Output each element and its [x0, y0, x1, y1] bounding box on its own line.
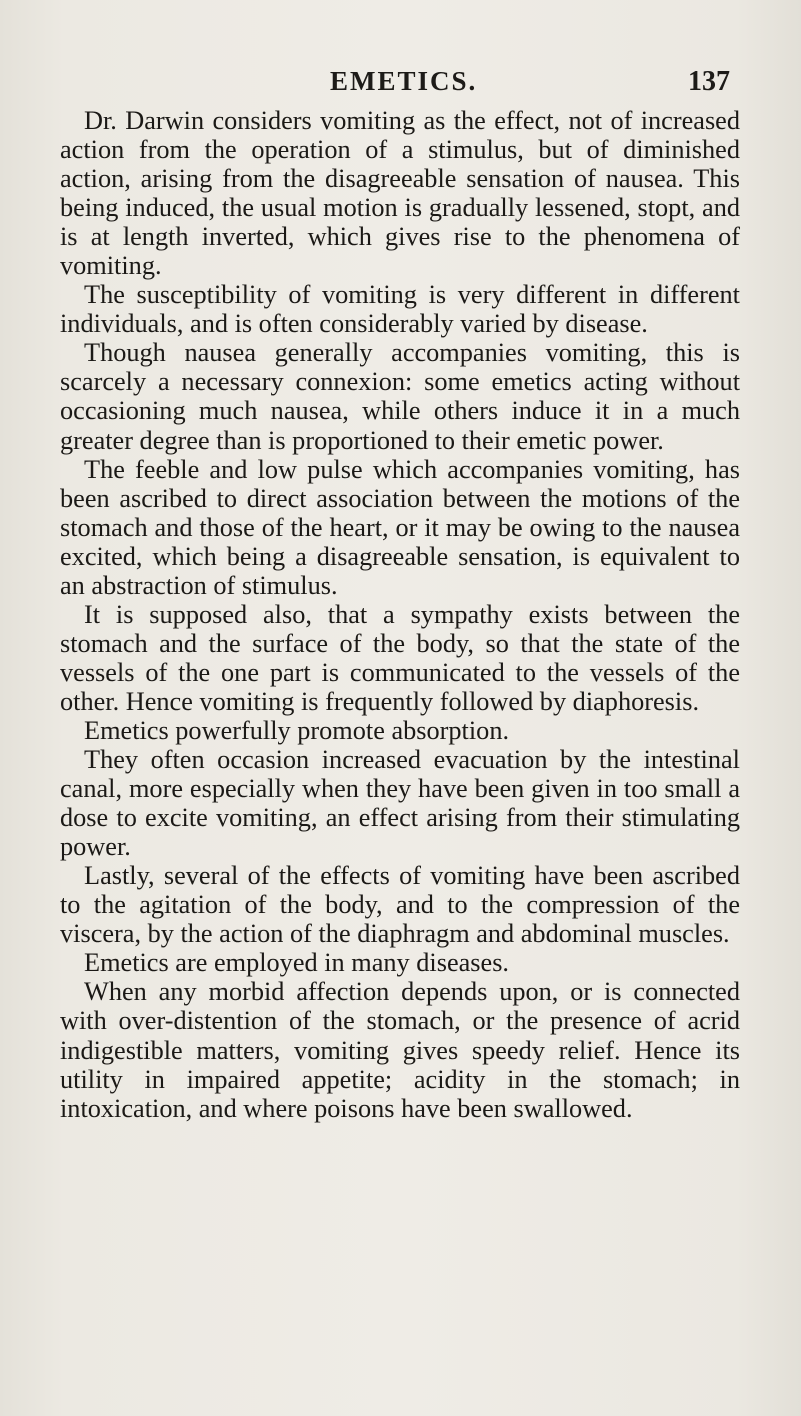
paragraph-absorption: Emetics powerfully promote absorption.	[84, 715, 510, 745]
paragraph-agitation: Lastly, several of the effects of vomiting have been ascribed to the agitation of the body, and to the compression of the viscera, by the action of the diaphragm and abdominal muscles.	[60, 861, 740, 949]
paragraph-diseases: Emetics are employed in many diseases.	[84, 948, 510, 978]
body-text	[60, 106, 740, 1123]
paragraph-darwin: Dr. Darwin considers vomiting as the effect, not of increased action from the operation of a stimulus, but of diminished action, arising from the disagreeable sensation of nausea. This being induced, the usual motion is gradually lessened, stopt, and is at length inverted, which gives rise to the phenomena of vomiting.	[60, 106, 740, 281]
paragraph-relief: When any morbid affection depends upon, or is connected with over-distention of the stomach, or the presence of acrid indigestible matters, vomiting gives speedy relief. Hence its utility in impaired appetite; acidity in the stomach; in intoxication, and where poisons have been swallowed.	[60, 977, 740, 1123]
paragraph-sympathy: It is supposed also, that a sympathy exists between the stomach and the surface of the body, so that the state of the vessels of the one part is communicated to the vessels of the other. Hence vomiting is frequently followed by diaphoresis.	[60, 599, 740, 716]
page-number: 137	[688, 66, 730, 97]
paragraph-evacuation: They often occasion increased evacuation by the intestinal canal, more especially when they have been given in too small a dose to excite vomiting, an effect arising from their stimulating power.	[60, 745, 740, 862]
running-title: EMETICS.	[330, 66, 478, 96]
paragraph-susceptibility: The susceptibility of vomiting is very different in different individuals, and is often considerably varied by disease.	[60, 280, 740, 339]
running-head	[0, 66, 801, 106]
paragraph-nausea: Though nausea generally accompanies vomiting, this is scarcely a necessary connexion: some emetics acting without occasioning much nausea, while others induce it in a much greater degree than is proportioned to their emetic power.	[60, 338, 740, 455]
paragraph-pulse: The feeble and low pulse which accompanies vomiting, has been ascribed to direct association between the motions of the stomach and those of the heart, or it may be owing to the nausea excited, which being a disagreeable sensation, is equivalent to an abstraction of stimulus.	[60, 454, 740, 600]
